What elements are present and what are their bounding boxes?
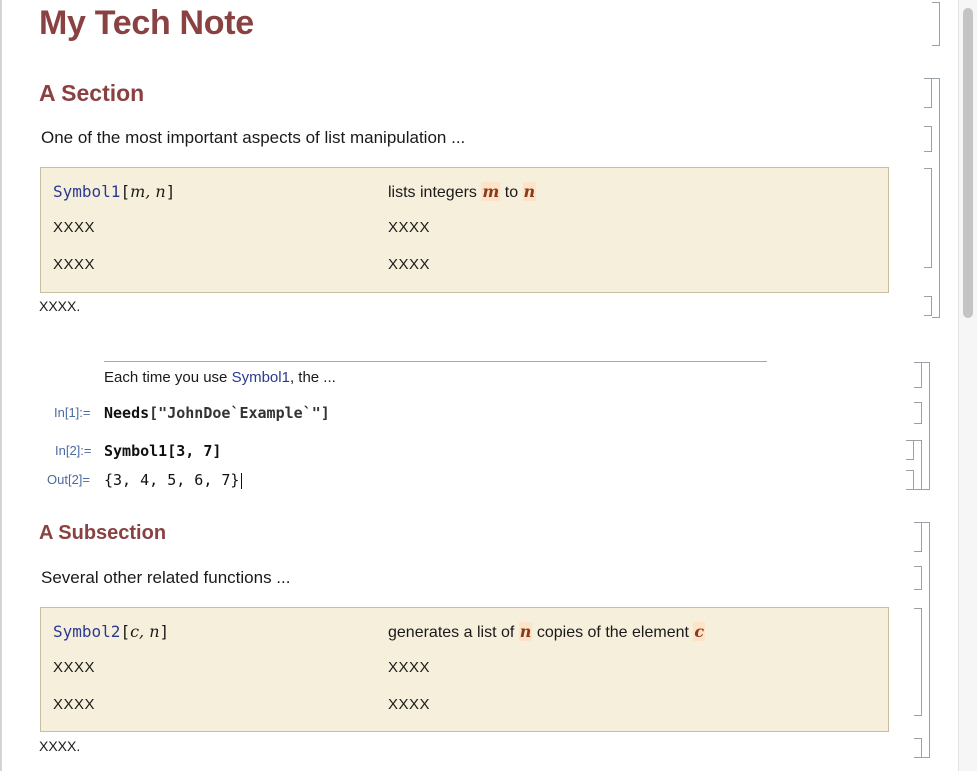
definition-table-1: [40, 167, 889, 293]
symbol-args: m, n: [130, 182, 166, 201]
example-note: [104, 369, 336, 386]
symbol-description: [388, 622, 705, 642]
table-cell: XXXX: [53, 696, 96, 713]
symbol-args: c, n: [130, 622, 160, 641]
symbol-description: [388, 182, 536, 202]
cell-bracket[interactable]: [914, 362, 922, 388]
desc-var-m: m: [482, 182, 500, 201]
note-text: Each time you use: [104, 369, 232, 386]
table-row: [53, 256, 883, 280]
page-title: My Tech Note: [39, 4, 254, 42]
table-row: [53, 659, 883, 683]
desc-text: lists integers: [388, 184, 482, 201]
symbol-usage[interactable]: [53, 622, 169, 641]
open-bracket: [: [120, 622, 131, 641]
scrollbar-thumb[interactable]: [963, 8, 973, 318]
section-heading: A Section: [39, 80, 145, 106]
cell-bracket[interactable]: [914, 522, 922, 552]
code-function: Needs: [104, 404, 150, 422]
cell-bracket[interactable]: [914, 440, 922, 490]
desc-var-n: n: [523, 182, 536, 201]
open-bracket: [: [120, 182, 131, 201]
cell-bracket[interactable]: [914, 608, 922, 716]
table-row: [53, 622, 883, 646]
cell-bracket[interactable]: [914, 738, 922, 758]
text-cursor: [241, 473, 242, 489]
output-value: {3, 4, 5, 6, 7}: [104, 471, 240, 489]
input-label-2: In[2]:=: [55, 443, 92, 458]
close-bracket: ]: [159, 622, 170, 641]
section-text: One of the most important aspects of list manipulation ...: [41, 128, 466, 147]
table-cell: XXXX: [53, 219, 96, 236]
table-row: [53, 219, 883, 243]
table-cell: XXXX: [388, 219, 431, 236]
table-row: [53, 182, 883, 206]
cell-bracket[interactable]: [922, 362, 930, 490]
desc-text: generates a list of: [388, 624, 519, 641]
example-divider: [104, 361, 767, 362]
input-cell-1[interactable]: [104, 404, 330, 422]
cell-bracket[interactable]: [914, 566, 922, 590]
table-cell: XXXX: [388, 256, 431, 273]
desc-var-n: n: [519, 622, 532, 641]
table-cell: XXXX: [388, 659, 431, 676]
table-caption: XXXX.: [39, 298, 81, 314]
note-text: , the ...: [289, 369, 336, 386]
cell-bracket[interactable]: [924, 168, 932, 268]
desc-var-c: c: [694, 622, 705, 641]
table-cell: XXXX: [388, 696, 431, 713]
close-bracket: ]: [165, 182, 176, 201]
code-string: ["JohnDoe`Example`"]: [149, 404, 330, 422]
symbol-name[interactable]: Symbol1: [53, 182, 121, 201]
output-label-2: Out[2]=: [47, 472, 90, 487]
cell-bracket[interactable]: [906, 470, 914, 490]
cell-bracket[interactable]: [914, 402, 922, 424]
table-cell: XXXX: [53, 659, 96, 676]
cell-bracket[interactable]: [924, 296, 932, 316]
symbol-name[interactable]: Symbol2: [53, 622, 121, 641]
cell-bracket[interactable]: [924, 126, 932, 152]
vertical-scrollbar[interactable]: [958, 0, 977, 771]
symbol-link[interactable]: Symbol1: [231, 369, 290, 386]
cell-bracket[interactable]: [924, 78, 932, 108]
desc-text: copies of the element: [532, 624, 694, 641]
table-caption: XXXX.: [39, 738, 81, 754]
cell-bracket[interactable]: [922, 522, 930, 758]
cell-bracket[interactable]: [906, 440, 914, 460]
cell-bracket[interactable]: [932, 2, 940, 46]
subsection-text: Several other related functions ...: [41, 568, 291, 587]
definition-table-2: [40, 607, 889, 732]
window-left-edge: [0, 0, 2, 771]
input-label-1: In[1]:=: [54, 405, 91, 420]
table-row: [53, 696, 883, 720]
input-cell-2[interactable]: Symbol1[3, 7]: [104, 442, 222, 460]
symbol-usage[interactable]: [53, 182, 175, 201]
subsection-heading: A Subsection: [39, 522, 167, 544]
cell-bracket[interactable]: [932, 78, 940, 318]
desc-text: to: [500, 184, 523, 201]
output-cell-2[interactable]: [104, 471, 242, 489]
table-cell: XXXX: [53, 256, 96, 273]
